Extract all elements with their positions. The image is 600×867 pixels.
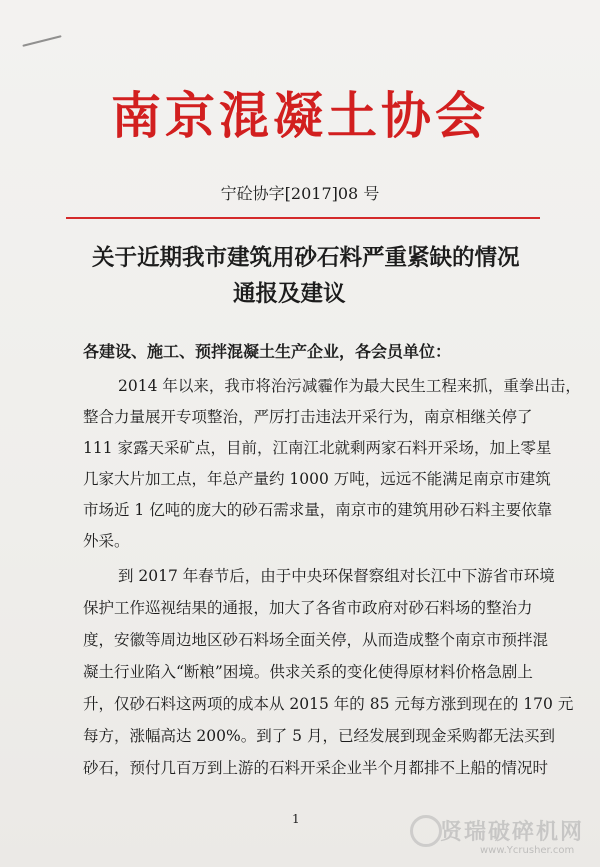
watermark-logo-icon (410, 815, 442, 847)
body-line: 升，仅砂石料这两项的成本从 2015 年的 85 元每方涨到现在的 170 元 (83, 695, 574, 713)
body-line: 几家大片加工点，年总产量约 1000 万吨，远远不能满足南京市建筑 (83, 470, 551, 488)
watermark-text: 贤瑞破碎机网 (440, 820, 585, 845)
body-line: 外采。 (83, 532, 130, 550)
organization-letterhead: 南京混凝土协会 (111, 86, 489, 145)
body-line: 111 家露天采矿点，目前，江南江北就剩两家石料开采场，加上零星 (83, 439, 552, 457)
title-line-1: 关于近期我市建筑用砂石料严重紧缺的情况 (92, 245, 520, 271)
body-line: 度，安徽等周边地区砂石料场全面关停，从而造成整个南京市预拌混 (83, 631, 549, 649)
title-line-2: 通报及建议 (233, 281, 346, 307)
body-line: 凝土行业陷入“断粮”困境。供求关系的变化使得原材料价格急剧上 (83, 663, 533, 681)
header-divider (66, 217, 540, 219)
document-number: 宁砼协字[2017]08 号 (220, 184, 380, 203)
page-number: 1 (292, 812, 300, 826)
salutation: 各建设、施工、预拌混凝土生产企业，各会员单位： (83, 342, 452, 361)
body-line: 到 2017 年春节后，由于中央环保督察组对长江中下游省市环境 (118, 567, 555, 585)
document-title (92, 240, 532, 312)
body-line: 每方，涨幅高达 200%。到了 5 月，已经发展到现金采购都无法买到 (83, 727, 555, 745)
body-line: 2014 年以来，我市将治污减霾作为最大民生工程来抓，重拳出击， (118, 377, 581, 395)
body-line: 砂石，预付几百万到上游的石料开采企业半个月都排不上船的情况时 (83, 759, 549, 777)
body-line: 保护工作巡视结果的通报，加大了各省市政府对砂石料场的整治力 (83, 599, 533, 617)
pen-mark (22, 35, 61, 47)
body-line: 整合力量展开专项整治，严厉打击违法开采行为，南京相继关停了 (83, 408, 533, 426)
body-line: 市场近 1 亿吨的庞大的砂石需求量，南京市的建筑用砂石料主要依靠 (83, 501, 553, 519)
watermark-url: www.Ycrusher.com (480, 845, 575, 856)
